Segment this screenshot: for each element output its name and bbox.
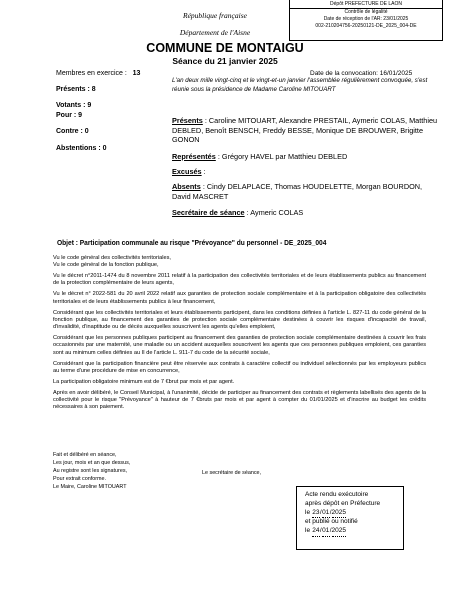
departement-label: Département de l'Aisne	[179, 28, 251, 37]
membres-label: Membres en exercice :	[56, 70, 127, 77]
date-separator: /	[329, 508, 332, 516]
secretaire-signature: Le secrétaire de séance,	[202, 470, 262, 476]
depot-day: 23	[312, 509, 320, 519]
stamp-line-1: Contrôle de légalité	[344, 9, 388, 15]
excuses-list	[172, 167, 440, 177]
membres-value: 13	[132, 70, 141, 77]
date-separator: /	[329, 527, 332, 535]
objet-heading: Objet : Participation communale au risque "Prévoyance" du personnel - DE_2025_004	[57, 238, 327, 247]
stamp-title: Dépôt PREFECTURE DE LAON	[290, 0, 442, 9]
body-paragraph: La participation obligatoire minimum est de 7 €brut par mois et par agent.	[53, 378, 235, 385]
signature-line: Au registre sont les signatures,	[53, 468, 128, 474]
republique-label: République française	[183, 11, 247, 20]
body-paragraph: Vu le code général de la fonction publique,	[53, 262, 159, 269]
excuses-names: :	[201, 167, 206, 176]
le-label: le	[305, 508, 311, 516]
publication-month: 01	[322, 527, 330, 537]
stamp-line-2: Date de réception de l'AR: 23/01/2025	[323, 15, 409, 22]
signature-block	[53, 451, 130, 491]
body-paragraph: Considérant que les collectivités territoriales et leurs établissements participent, dans les conditions définies à l'article L. 827-11 du code général de la fonction publique, au financement des garanties de protection sociale complémentaire destinées à couvrir les risques d'incapacité de travail, d'invalidité, d'inaptitude ou de décès auxquelles souscrivent les agents qu'elles emploient,	[53, 309, 426, 331]
absents-label: Absents	[172, 182, 201, 191]
le-label: le	[305, 527, 311, 535]
header-block	[160, 7, 270, 41]
seance-subtitle: Séance du 21 janvier 2025	[172, 56, 278, 66]
acte-executoire-box	[296, 486, 404, 550]
presents-list	[172, 116, 440, 145]
acte-line-4: et publié ou notifié	[305, 518, 358, 526]
acte-depot-date	[305, 509, 403, 519]
body-paragraph: Vu le décret n°2011-1474 du 8 novembre 2011 relatif à la participation des collectivités territoriales et de leurs établissements publics au financement de la protection complémentaire de leurs agents,	[53, 273, 426, 287]
pour-count: Pour : 9	[56, 112, 83, 119]
body-paragraph: Après en avoir délibéré, le Conseil Municipal, à l'unanimité, décide de participer au financement des contrats et règlements labellisés des agents de la collectivité pour le risque "Prévoyance" à hauteur de 7 €bruts par mois et par agent à compter du 01/01/2025 et d'inscrire au budget les crédits nécessaires à son paiement.	[53, 389, 426, 411]
signature-line: Fait et délibéré en séance,	[53, 452, 117, 458]
date-convocation: Date de la convocation: 16/01/2025	[310, 70, 413, 77]
date-separator: /	[319, 508, 322, 516]
abstentions-count: Abstentions : 0	[56, 145, 107, 152]
body-paragraph: Considérant que la participation financière peut être réservée aux contrats à caractère collectif ou individuel sélectionnés par les employeurs publics au terme d'une procédure de mise en concurrence,	[53, 360, 426, 374]
membres-line	[56, 70, 140, 77]
publication-year: 2025	[332, 527, 346, 537]
secretaire-label: Secrétaire de séance	[172, 208, 245, 217]
representes-label: Représentés	[172, 152, 216, 161]
stamp-line-3: 002-210204756-20250121-DE_2025_004-DE	[315, 22, 417, 29]
presents-count: Présents : 8	[56, 86, 96, 93]
votants-count: Votants : 9	[56, 102, 92, 109]
maire-signature: Le Maire, Caroline MITOUART	[53, 484, 127, 490]
publication-day: 24	[312, 527, 320, 537]
excuses-label: Excusés	[172, 167, 202, 176]
secretaire-line	[172, 208, 440, 218]
depot-month: 01	[322, 509, 330, 519]
intro-text: L'an deux mille vingt-cinq et le vingt-et-un janvier l'assemblée régulièrement convoquée, s'est réunie sous la présidence de Madame Caroline MITOUART	[172, 77, 428, 93]
page-title: COMMUNE DE MONTAIGU	[146, 41, 304, 55]
secretaire-name: : Aymeric COLAS	[244, 208, 304, 217]
presents-label: Présents	[172, 116, 203, 125]
body-paragraph: Vu le décret n° 2022-581 du 20 avril 2022 relatif aux garanties de protection sociale complémentaire et à la participation obligatoire des collectivités territoriales et de leurs établissements publics à leur financement,	[53, 291, 426, 305]
absents-list	[172, 182, 440, 201]
body-paragraph: Vu le code général des collectivités territoriales,	[53, 255, 171, 261]
acte-line-1: Acte rendu exécutoire	[305, 491, 369, 498]
date-separator: /	[319, 527, 322, 535]
deliberation-body	[53, 255, 426, 415]
representes-list	[172, 152, 440, 162]
presents-names: : Caroline MITOUART, Alexandre PRESTAIL, Aymeric COLAS, Matthieu DEBLED, Benoît BENSCH, Freddy BESSE, Monique DE BROUWER, Brigitte GONON	[172, 116, 438, 144]
body-paragraph: Considérant que les personnes publiques participent au financement des garanties de protection sociale complémentaire destinées à couvrir les frais occasionnés par une maternité, une maladie ou un accident auxquelles souscrivent les agents que ces personnes publiques emploient, ces garanties sont au minimum celles définies au II de l'article L. 911-7 du code de la sécurité sociale,	[53, 335, 426, 356]
acte-line-2: après dépôt en Préfecture	[305, 499, 381, 507]
prefecture-stamp	[289, 0, 443, 41]
absents-names: : Cindy DELAPLACE, Thomas HOUDELETTE, Morgan BOURDON, David MASCRET	[172, 182, 423, 201]
representes-names: : Grégory HAVEL par Matthieu DEBLED	[215, 152, 348, 161]
contre-count: Contre : 0	[56, 128, 89, 135]
depot-year: 2025	[332, 509, 346, 519]
acte-publication-date	[305, 527, 403, 537]
signature-line: Pour extrait conforme.	[53, 476, 107, 482]
signature-line: Les jour, mois et an que dessus,	[53, 460, 131, 466]
